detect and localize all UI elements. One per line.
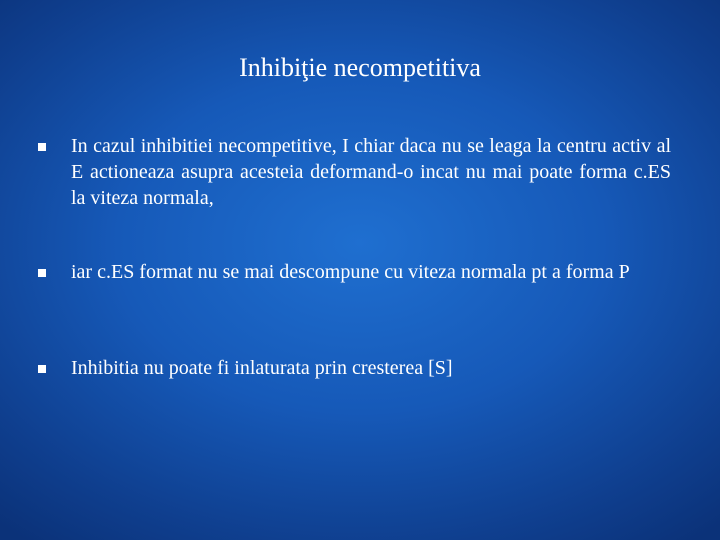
square-bullet-icon (38, 365, 46, 373)
bullet-text: Inhibitia nu poate fi inlaturata prin cresterea [S] (71, 357, 453, 379)
square-bullet-icon (38, 269, 46, 277)
bullet-text: In cazul inhibitiei necompetitive, I chiar daca nu se leaga la centru activ al E actioneaza asupra acesteia deformand-o incat nu mai poate forma c.ES la viteza normala, (71, 135, 671, 209)
slide-title: Inhibiţie necompetitiva (239, 53, 481, 82)
square-bullet-icon (38, 143, 46, 151)
bullet-text: iar c.ES format nu se mai descompune cu viteza normala pt a forma P (71, 261, 630, 283)
